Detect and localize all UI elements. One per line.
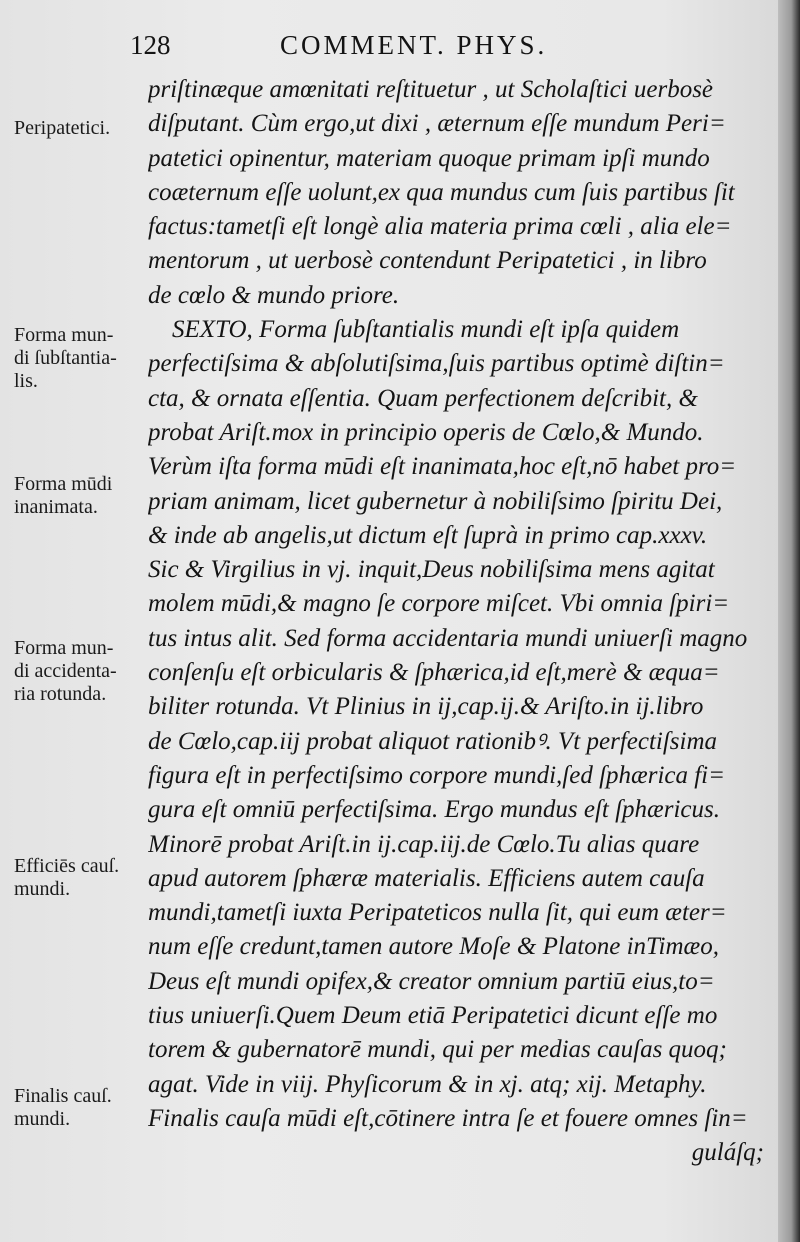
margin-note-forma-accidentaria: Forma mun- di accidenta- ria rotunda. — [14, 637, 117, 705]
text-line: priam animam, licet gubernetur à nobiliſsimo ſpiritu Dei, — [148, 487, 723, 515]
margin-note-efficiens-causa: Efficiēs cauſ. mundi. — [14, 855, 120, 900]
body-text — [148, 73, 772, 1171]
text-line: & inde ab angelis,ut dictum eſt ſuprà in primo cap.xxxv. — [148, 521, 708, 549]
margin-note-forma-substantialis: Forma mun- di ſubſtantia- lis. — [14, 324, 117, 392]
text-line: molem mūdi,& magno ſe corpore miſcet. Vbi omnia ſpiri= — [148, 590, 730, 618]
running-title: COMMENT. PHYS. — [280, 30, 548, 60]
text-line: num eſſe credunt,tamen autore Moſe & Platone inTimæo, — [148, 933, 719, 961]
page-gutter-shadow — [778, 0, 800, 1242]
text-line: priſtinæque amœnitati reſtituetur , ut Scholaſtici uerbosè — [148, 76, 714, 103]
text-line: mundi,tametſi iuxta Peripateticos nulla ſit, qui eum æter= — [148, 899, 727, 927]
text-line: coæternum eſſe uolunt,ex qua mundus cum ſuis partibus ſit — [148, 178, 735, 206]
text-line: Verùm iſta forma mūdi eſt inanimata,hoc eſt,nō habet pro= — [148, 453, 737, 481]
margin-note-finalis-causa: Finalis cauſ. mundi. — [14, 1085, 112, 1130]
text-line: cta, & ornata eſſentia. Quam perfectionem deſcribit, & — [148, 384, 698, 412]
text-line: de cœlo & mundo priore. — [148, 281, 400, 309]
text-line: guláſq; — [691, 1139, 764, 1167]
text-line: tius uniuerſi.Quem Deum etiā Peripatetici dicunt eſſe mo — [148, 1002, 718, 1030]
text-line: Minorē probat Ariſt.in ij.cap.iij.de Cœlo.Tu alias quare — [148, 830, 700, 858]
text-line: SEXTO, Forma ſubſtantialis mundi eſt ipſa quidem — [172, 316, 680, 344]
text-line: diſputant. Cùm ergo,ut dixi , æternum eſſe mundum Peri= — [148, 110, 726, 138]
text-line: Sic & Virgilius in vj. inquit,Deus nobiliſsima mens agitat — [148, 556, 715, 584]
running-head — [130, 30, 650, 64]
text-line: de Cœlo,cap.iij probat aliquot rationibꝰ. Vt perfectiſsima — [148, 727, 718, 755]
text-line: torem & gubernatorē mundi, qui per medias cauſas quoq; — [148, 1036, 727, 1064]
text-line: Finalis cauſa mūdi eſt,cōtinere intra ſe et fouere omnes ſin= — [148, 1104, 748, 1132]
text-line: perfectiſsima & abſolutiſsima,ſuis partibus optimè diſtin= — [148, 350, 725, 378]
text-line: biliter rotunda. Vt Plinius in ij,cap.ij.& Ariſto.in ij.libro — [148, 693, 704, 721]
text-line: tus intus alit. Sed forma accidentaria mundi uniuerſi magno — [148, 624, 748, 652]
margin-note-forma-inanimata: Forma mūdi inanimata. — [14, 473, 113, 518]
text-line: probat Ariſt.mox in principio operis de Cœlo,& Mundo. — [148, 418, 704, 446]
text-line: mentorum , ut uerbosè contendunt Peripatetici , in libro — [148, 247, 707, 275]
text-line: conſenſu eſt orbicularis & ſphærica,id eſt,merè & æqua= — [148, 659, 720, 687]
page-number: 128 — [130, 30, 171, 60]
text-line: gura eſt omniū perfectiſsima. Ergo mundus eſt ſphæricus. — [148, 796, 720, 824]
margin-note-peripatetici: Peripatetici. — [14, 117, 111, 139]
text-line: patetici opinentur, materiam quoque primam ipſi mundo — [148, 144, 710, 172]
text-line: agat. Vide in viij. Phyſicorum & in xj. atq; xij. Metaphy. — [148, 1070, 707, 1098]
margin-notes — [0, 0, 145, 1242]
text-line: apud autorem ſphæræ materialis. Efficiens autem cauſa — [148, 864, 705, 892]
text-line: factus:tametſi eſt longè alia materia prima cœli , alia ele= — [148, 213, 732, 241]
text-line: figura eſt in perfectiſsimo corpore mundi,ſed ſphærica fi= — [148, 761, 726, 789]
text-line: Deus eſt mundi opifex,& creator omnium partiū eius,to= — [148, 967, 715, 995]
